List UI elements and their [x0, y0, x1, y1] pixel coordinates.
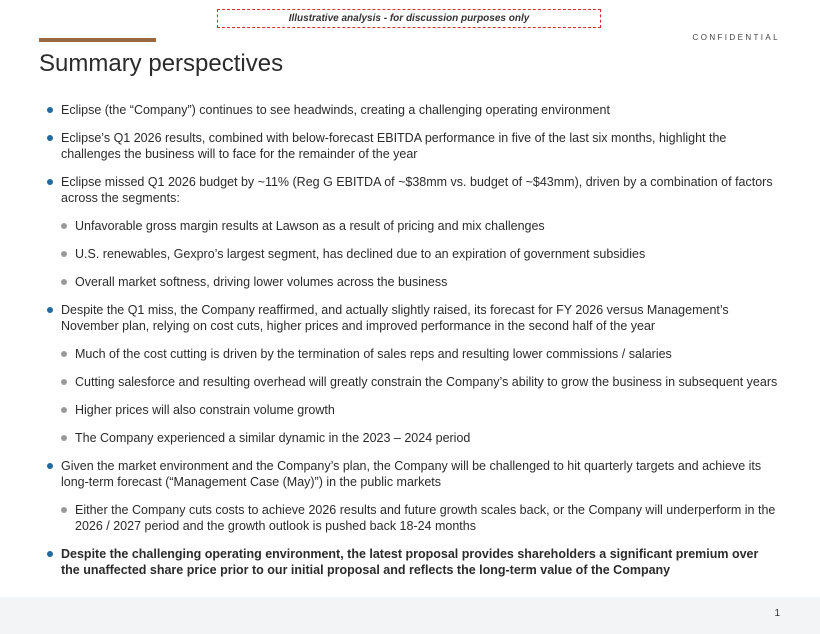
bullet-text: Either the Company cuts costs to achieve 2026 results and future growth scales back, or the Company will underperform in the 2026 / 2027 period and the growth outlook is pushed back 18-24 months: [75, 503, 776, 533]
sub-bullet-dot-icon: [61, 435, 67, 441]
bullet-text: The Company experienced a similar dynamic in the 2023 – 2024 period: [75, 431, 471, 445]
bullet-text: Despite the Q1 miss, the Company reaffirmed, and actually slightly raised, its forecast for FY 2026 versus Management’s November plan, relying on cost cuts, higher prices and improved performance in the second half of the year: [61, 303, 729, 333]
bullet-dot-icon: [47, 135, 53, 141]
bullet-item: [45, 302, 780, 334]
sub-bullet-item: [45, 502, 780, 534]
sub-bullet-item: [45, 274, 780, 290]
bullet-item: [45, 174, 780, 206]
bullet-text: Eclipse missed Q1 2026 budget by ~11% (Reg G EBITDA of ~$38mm vs. budget of ~$43mm), driven by a combination of factors across the segments:: [61, 175, 773, 205]
bullet-text: Given the market environment and the Company’s plan, the Company will be challenged to hit quarterly targets and achieve its long-term forecast (“Management Case (May)”) in the public markets: [61, 459, 762, 489]
bullet-text: Overall market softness, driving lower volumes across the business: [75, 275, 448, 289]
bullet-text: Cutting salesforce and resulting overhead will greatly constrain the Company’s ability to grow the business in subsequent years: [75, 375, 778, 389]
bullet-dot-icon: [47, 307, 53, 313]
sub-bullet-item: [45, 374, 780, 390]
bullet-text: Unfavorable gross margin results at Lawson as a result of pricing and mix challenges: [75, 219, 545, 233]
bullet-list: [45, 102, 780, 590]
bullet-text: Higher prices will also constrain volume growth: [75, 403, 335, 417]
sub-bullet-dot-icon: [61, 351, 67, 357]
bullet-text: Eclipse (the “Company”) continues to see headwinds, creating a challenging operating environment: [61, 103, 610, 117]
bullet-dot-icon: [47, 463, 53, 469]
sub-bullet-dot-icon: [61, 251, 67, 257]
page-title: Summary perspectives: [39, 50, 284, 77]
bullet-item: [45, 130, 780, 162]
sub-bullet-dot-icon: [61, 507, 67, 513]
accent-bar: [39, 38, 156, 42]
sub-bullet-item: [45, 402, 780, 418]
sub-bullet-dot-icon: [61, 223, 67, 229]
bullet-item: [45, 458, 780, 490]
confidential-label: CONFIDENTIAL: [692, 33, 780, 42]
bullet-item: [45, 546, 780, 578]
bullet-text: Despite the challenging operating environment, the latest proposal provides shareholders a significant premium over the unaffected share price prior to our initial proposal and reflects the long-term value of the Company: [61, 547, 759, 577]
bullet-text: Much of the cost cutting is driven by the termination of sales reps and resulting lower commissions / salaries: [75, 347, 672, 361]
sub-bullet-dot-icon: [61, 279, 67, 285]
sub-bullet-item: [45, 430, 780, 446]
bullet-text: U.S. renewables, Gexpro’s largest segment, has declined due to an expiration of government subsidies: [75, 247, 646, 261]
sub-bullet-dot-icon: [61, 379, 67, 385]
bullet-dot-icon: [47, 179, 53, 185]
bullet-dot-icon: [47, 107, 53, 113]
sub-bullet-item: [45, 246, 780, 262]
sub-bullet-dot-icon: [61, 407, 67, 413]
sub-bullet-item: [45, 346, 780, 362]
bullet-dot-icon: [47, 551, 53, 557]
disclaimer-text: Illustrative analysis - for discussion purposes only: [288, 13, 530, 24]
bullet-item: [45, 102, 780, 118]
bullet-text: Eclipse’s Q1 2026 results, combined with below-forecast EBITDA performance in five of the last six months, highlight the challenges the business will to face for the remainder of the year: [61, 131, 727, 161]
footer-band: [0, 597, 820, 634]
sub-bullet-item: [45, 218, 780, 234]
disclaimer-banner: [217, 9, 601, 28]
page-number: 1: [774, 608, 780, 619]
